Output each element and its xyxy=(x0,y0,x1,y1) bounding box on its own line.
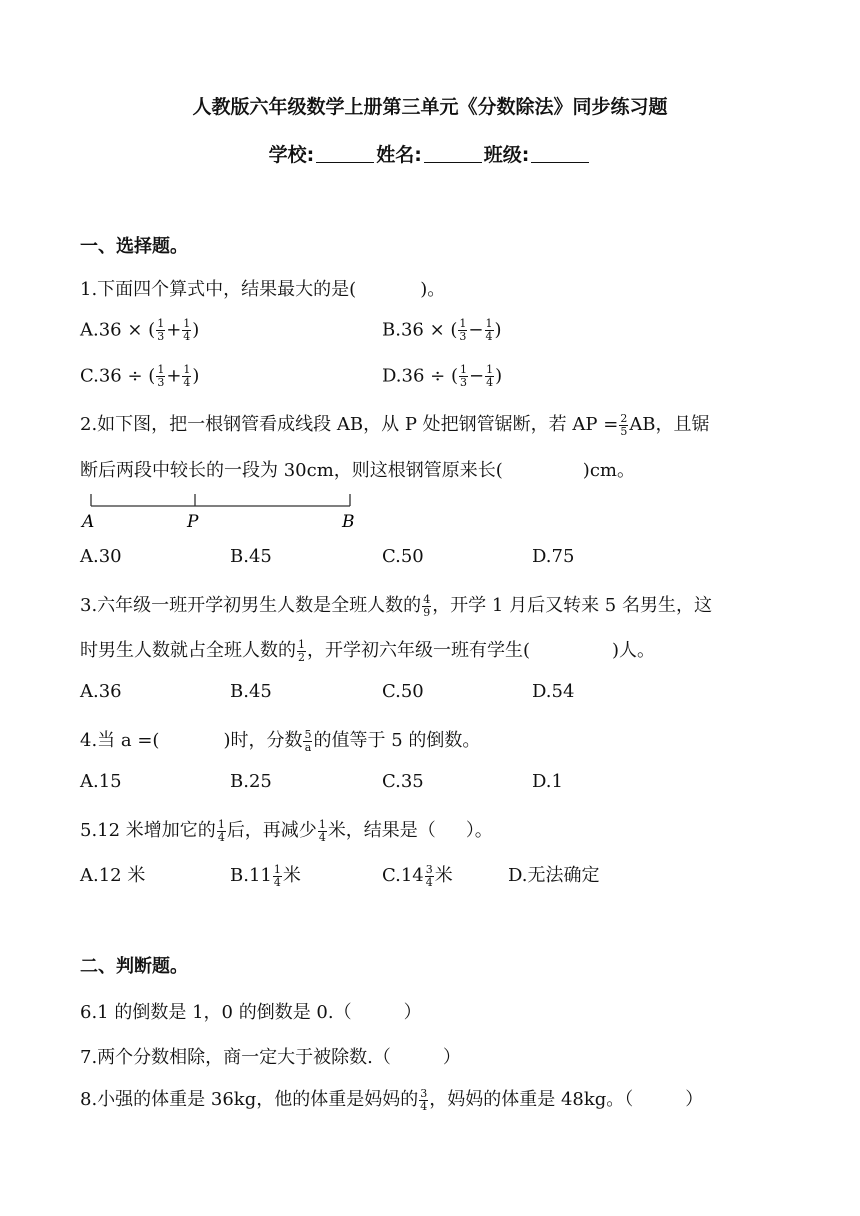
question-7: 7.两个分数相除，商一定大于被除数.（ ） xyxy=(80,1047,461,1068)
name-blank[interactable] xyxy=(424,144,482,163)
question-8: 8.小强的体重是 36kg，他的体重是妈妈的 $\frac{3}{4}$ ，妈妈的体重是 48kg。（ ） xyxy=(80,1086,704,1113)
q4-option-d[interactable]: D.1 xyxy=(532,771,563,792)
q3-option-a[interactable]: A.36 xyxy=(80,681,122,702)
label-b: B xyxy=(342,512,355,532)
q1-option-d[interactable]: D.36 ÷ ( $\frac{1}{3}$ − $\frac{1}{4}$ ) xyxy=(382,363,503,389)
question-6: 6.1 的倒数是 1，0 的倒数是 0.（ ） xyxy=(80,1002,422,1023)
class-blank[interactable] xyxy=(531,144,589,163)
q5-option-b[interactable]: B.11 $\frac{1}{4}$ 米 xyxy=(230,862,301,889)
school-label: 学校: xyxy=(268,144,315,166)
q4-option-a[interactable]: A.15 xyxy=(80,771,122,792)
label-p: P xyxy=(187,512,199,532)
q1-option-b[interactable]: B.36 × ( $\frac{1}{3}$ − $\frac{1}{4}$ ) xyxy=(382,317,502,343)
q3-option-b[interactable]: B.45 xyxy=(230,681,272,702)
q4-option-b[interactable]: B.25 xyxy=(230,771,272,792)
q1-stem: 1.下面四个算式中，结果最大的是( xyxy=(80,279,357,300)
section-choice: 一、选择题。 xyxy=(80,236,188,257)
question-2-line-1: 2.如下图，把一根钢管看成线段 AB，从 P 处把钢管锯断，若 AP = $\frac{2}{5}$ AB，且锯 xyxy=(80,411,710,438)
q2-option-c[interactable]: C.50 xyxy=(382,546,424,567)
q2-option-d[interactable]: D.75 xyxy=(532,546,575,567)
question-3-line-2: 时男生人数就占全班人数的 $\frac{1}{2}$ ，开学初六年级一班有学生( )人。 xyxy=(80,637,656,664)
q2-option-b[interactable]: B.45 xyxy=(230,546,272,567)
question-5: 5.12 米增加它的 $\frac{1}{4}$ 后，再减少 $\frac{1}{4}$ 米，结果是（ ）。 xyxy=(80,817,493,844)
q3-option-d[interactable]: D.54 xyxy=(532,681,575,702)
q2-option-a[interactable]: A.30 xyxy=(80,546,122,567)
q5-option-d[interactable]: D.无法确定 xyxy=(508,865,600,886)
q5-option-c[interactable]: C.14 $\frac{3}{4}$ 米 xyxy=(382,862,453,889)
q4-option-c[interactable]: C.35 xyxy=(382,771,424,792)
q5-option-a[interactable]: A.12 米 xyxy=(80,865,146,886)
q1-option-c[interactable]: C.36 ÷ ( $\frac{1}{3}$ + $\frac{1}{4}$ ) xyxy=(80,363,200,389)
class-label: 班级: xyxy=(483,144,530,166)
question-2-line-2: 断后两段中较长的一段为 30cm，则这根钢管原来长( )cm。 xyxy=(80,460,635,481)
label-a: A xyxy=(82,512,95,532)
segment-diagram xyxy=(80,490,380,534)
school-blank[interactable] xyxy=(316,144,374,163)
page-title: 人教版六年级数学上册第三单元《分数除法》同步练习题 xyxy=(192,96,668,118)
question-3-line-1: 3.六年级一班开学初男生人数是全班人数的 $\frac{4}{9}$ ，开学 1 月后又转来 5 名男生，这 xyxy=(80,592,712,619)
q1-stem-end: )。 xyxy=(420,279,446,300)
q3-option-c[interactable]: C.50 xyxy=(382,681,424,702)
name-label: 姓名: xyxy=(376,144,422,166)
section-judgement: 二、判断题。 xyxy=(80,956,188,977)
question-4: 4.当 a =( )时，分数 $\frac{5}{a}$ 的值等于 5 的倒数。 xyxy=(80,727,481,754)
q1-option-a[interactable]: A.36 × ( $\frac{1}{3}$ + $\frac{1}{4}$ ) xyxy=(80,317,200,343)
question-1 xyxy=(80,275,445,301)
student-info xyxy=(0,140,860,167)
